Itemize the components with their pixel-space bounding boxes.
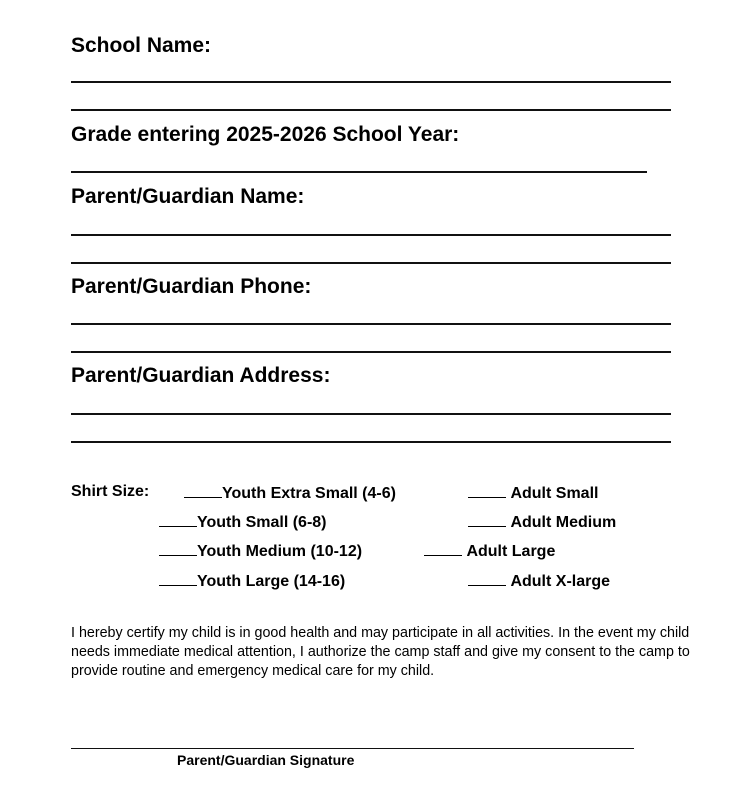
- shirt-option-youth-small[interactable]: Youth Small (6-8): [159, 512, 327, 532]
- school-name-label: School Name:: [71, 34, 212, 57]
- shirt-option-adult-xlarge[interactable]: Adult X-large: [468, 571, 610, 591]
- parent-address-line-1[interactable]: [71, 413, 671, 415]
- signature-line[interactable]: [71, 748, 634, 749]
- signature-label: Parent/Guardian Signature: [177, 752, 355, 768]
- shirt-blank[interactable]: [159, 571, 197, 586]
- shirt-blank[interactable]: [468, 512, 506, 527]
- school-name-line-2[interactable]: [71, 109, 671, 111]
- parent-address-label: Parent/Guardian Address:: [71, 364, 331, 387]
- grade-label: Grade entering 2025-2026 School Year:: [71, 123, 460, 146]
- shirt-option-adult-medium[interactable]: Adult Medium: [468, 512, 616, 532]
- parent-phone-line-1[interactable]: [71, 323, 671, 325]
- shirt-size-label: Shirt Size:: [71, 483, 150, 500]
- parent-phone-label: Parent/Guardian Phone:: [71, 275, 312, 298]
- shirt-blank[interactable]: [184, 483, 222, 498]
- consent-paragraph: I hereby certify my child is in good health and may participate in all activities. In the event my child needs immediate medical attention, I authorize the camp staff and give my consent to the camp to provide routine and emergency medical care for my child.: [71, 625, 690, 679]
- parent-name-label: Parent/Guardian Name:: [71, 185, 305, 208]
- shirt-option-youth-xs[interactable]: Youth Extra Small (4-6): [184, 483, 396, 503]
- shirt-blank[interactable]: [159, 512, 197, 527]
- parent-name-line-1[interactable]: [71, 234, 671, 236]
- shirt-option-youth-large[interactable]: Youth Large (14-16): [159, 571, 345, 591]
- parent-name-line-2[interactable]: [71, 262, 671, 264]
- grade-line[interactable]: [71, 171, 647, 173]
- shirt-option-adult-small[interactable]: Adult Small: [468, 483, 598, 503]
- shirt-option-youth-medium[interactable]: Youth Medium (10-12): [159, 541, 362, 561]
- shirt-blank[interactable]: [424, 541, 462, 556]
- school-name-line-1[interactable]: [71, 81, 671, 83]
- shirt-blank[interactable]: [159, 541, 197, 556]
- shirt-blank[interactable]: [468, 483, 506, 498]
- parent-phone-line-2[interactable]: [71, 351, 671, 353]
- shirt-blank[interactable]: [468, 571, 506, 586]
- shirt-option-adult-large[interactable]: Adult Large: [424, 541, 555, 561]
- parent-address-line-2[interactable]: [71, 441, 671, 443]
